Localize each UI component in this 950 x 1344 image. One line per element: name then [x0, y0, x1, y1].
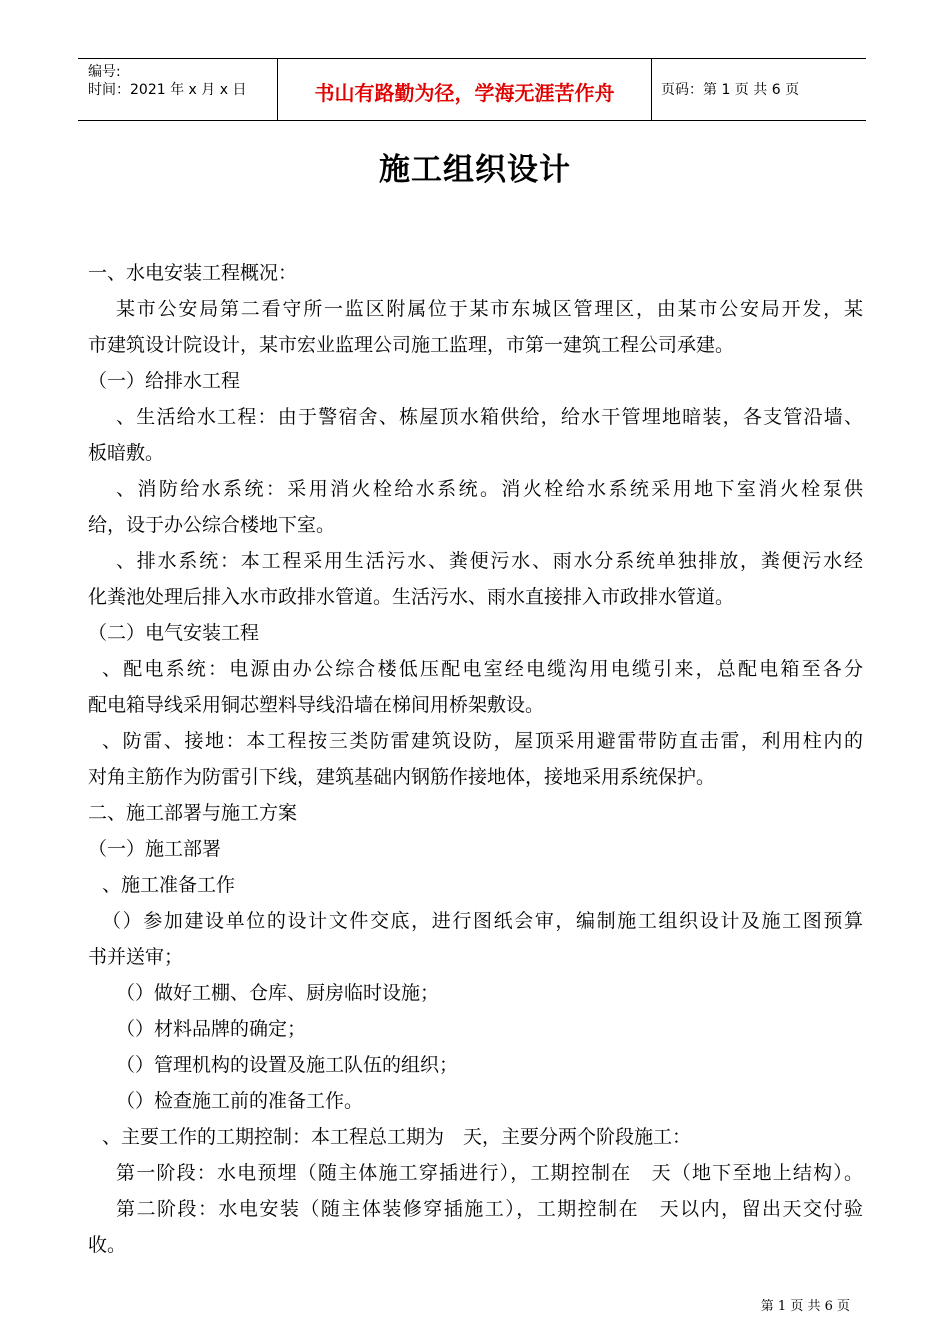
- body-text-line: 板暗敷。: [88, 442, 165, 464]
- body-text-line: 二、施工部署与施工方案: [88, 802, 298, 824]
- body-text-line: （一）施工部署: [88, 838, 222, 860]
- body-text-line: 对角主筋作为防雷引下线，建筑基础内钢筋作接地体，接地采用系统保护。: [88, 766, 716, 788]
- document-number-label: 编号:: [88, 64, 121, 80]
- body-text-line: 、防雷、接地：本工程按三类防雷建筑设防，屋顶采用避雷带防直击雷，利用柱内的: [102, 730, 863, 752]
- body-text-line: 、配电系统：电源由办公综合楼低压配电室经电缆沟用电缆引来，总配电箱至各分: [102, 658, 863, 680]
- body-text-line: （）参加建设单位的设计文件交底，进行图纸会审，编制施工组织设计及施工图预算: [102, 910, 863, 932]
- body-text-line: 市建筑设计院设计，某市宏业监理公司施工监理，市第一建筑工程公司承建。: [88, 334, 735, 356]
- body-text-line: 某市公安局第二看守所一监区附属位于某市东城区管理区，由某市公安局开发，某: [116, 298, 863, 320]
- body-text-line: 、排水系统：本工程采用生活污水、粪便污水、雨水分系统单独排放，粪便污水经: [116, 550, 863, 572]
- document-body: [88, 255, 863, 1263]
- body-text-line: 、消防给水系统：采用消火栓给水系统。消火栓给水系统采用地下室消火栓泵供: [116, 478, 863, 500]
- body-text-line: 给，设于办公综合楼地下室。: [88, 514, 336, 536]
- document-header: [78, 58, 866, 121]
- body-text-line: （）检查施工前的准备工作。: [116, 1090, 364, 1112]
- body-text-line: 书并送审；: [88, 946, 184, 968]
- body-text-line: 一、水电安装工程概况：: [88, 262, 298, 284]
- body-text-line: 第二阶段：水电安装（随主体装修穿插施工），工期控制在 天以内，留出天交付验: [116, 1198, 863, 1220]
- body-text-line: 、主要工作的工期控制：本工程总工期为 天，主要分两个阶段施工：: [102, 1126, 692, 1148]
- header-motto: 书山有路勤为径，学海无涯苦作舟: [314, 81, 615, 105]
- header-page-cell: [651, 59, 866, 120]
- body-text-line: （）做好工棚、仓库、厨房临时设施；: [116, 982, 440, 1004]
- body-text-line: （二）电气安装工程: [88, 622, 260, 644]
- body-text-line: （一）给排水工程: [88, 370, 241, 392]
- body-text-line: 配电箱导线采用铜芯塑料导线沿墙在梯间用桥架敷设。: [88, 694, 545, 716]
- body-text-line: 、生活给水工程：由于警宿舍、栋屋顶水箱供给，给水干管埋地暗装，各支管沿墙、: [116, 406, 863, 428]
- header-motto-cell: [277, 59, 652, 120]
- body-text-line: 收。: [88, 1234, 127, 1256]
- body-text-line: （）材料品牌的确定；: [116, 1018, 307, 1040]
- document-time-label: 时间：2021 年 x 月 x 日: [88, 82, 247, 98]
- body-text-line: 、施工准备工作: [102, 874, 236, 896]
- body-text-line: （）管理机构的设置及施工队伍的组织；: [116, 1054, 459, 1076]
- footer-page-info: 第 1 页 共 6 页: [760, 1299, 850, 1314]
- document-title: 施工组织设计: [379, 152, 571, 188]
- header-page-info: 页码：第 1 页 共 6 页: [661, 82, 800, 98]
- header-meta-cell: [78, 59, 276, 120]
- body-text-line: 第一阶段：水电预埋（随主体施工穿插进行），工期控制在 天（地下至地上结构）。: [116, 1162, 863, 1184]
- body-text-line: 化粪池处理后排入水市政排水管道。生活污水、雨水直接排入市政排水管道。: [88, 586, 735, 608]
